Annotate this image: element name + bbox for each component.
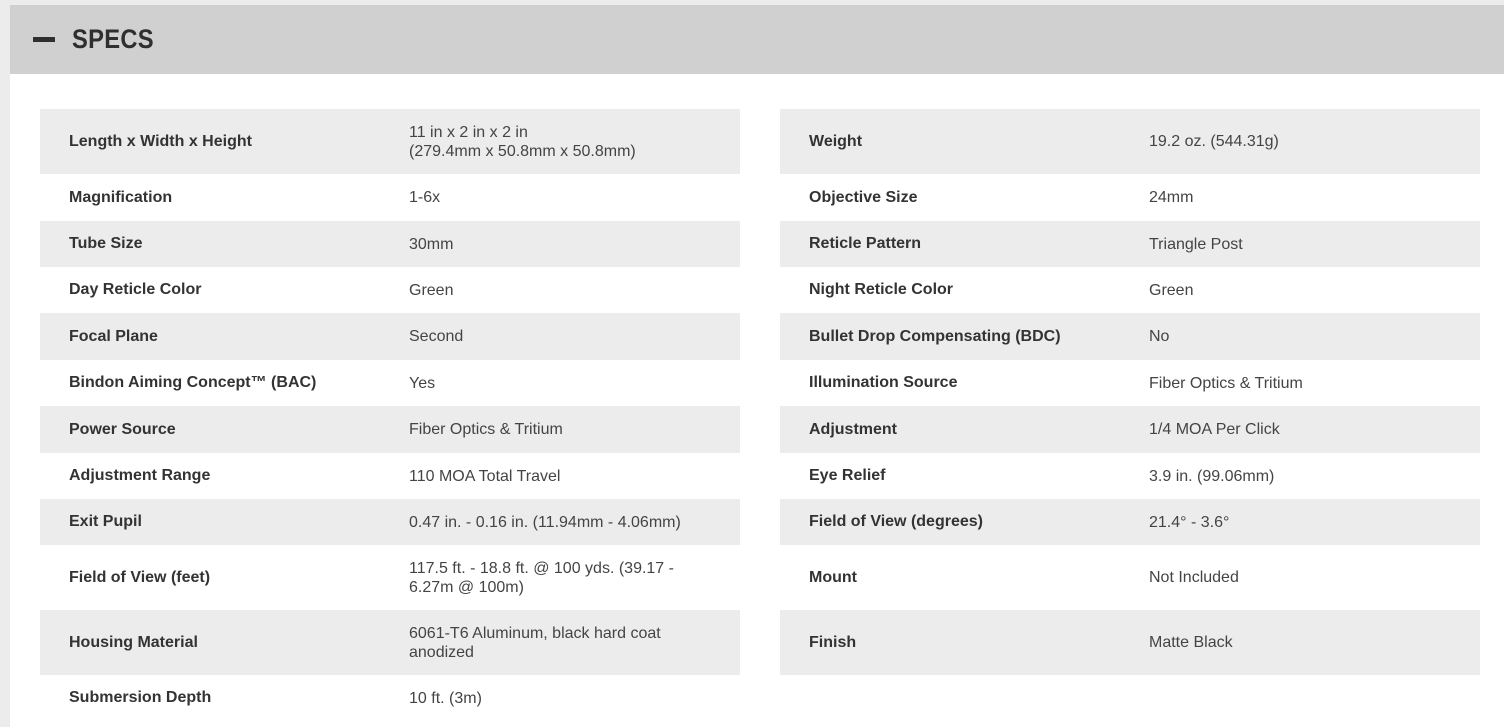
spec-value: 1-6x	[409, 189, 441, 206]
spec-value: 6061-T6 Aluminum, black hard coat anodized	[409, 624, 661, 661]
spec-value: 117.5 ft. - 18.8 ft. @ 100 yds. (39.17 - 6.27m @ 100m)	[409, 559, 674, 596]
spec-row	[780, 267, 1480, 313]
spec-row	[780, 109, 1480, 174]
spec-row	[40, 545, 740, 610]
spec-label: Illumination Source	[809, 374, 958, 391]
spec-row	[40, 221, 740, 267]
spec-row	[780, 610, 1480, 675]
spec-label: Field of View (feet)	[69, 568, 211, 586]
specs-table-left	[40, 109, 740, 721]
spec-value: Second	[409, 328, 464, 345]
spec-row	[40, 453, 740, 499]
spec-row	[780, 313, 1480, 360]
spec-label: Length x Width x Height	[69, 132, 252, 150]
spec-label: Housing Material	[69, 633, 198, 651]
specs-table-right	[780, 109, 1480, 675]
spec-row	[40, 174, 740, 221]
spec-label: Night Reticle Color	[809, 281, 954, 298]
minus-icon[interactable]	[33, 37, 55, 42]
spec-row	[40, 406, 740, 453]
spec-label: Day Reticle Color	[69, 281, 202, 298]
spec-label: Finish	[809, 633, 857, 651]
spec-row	[780, 499, 1480, 545]
spec-label: Objective Size	[809, 188, 918, 206]
spec-value: Matte Black	[1149, 634, 1233, 651]
spec-value-line: 11 in x 2 in x 2 in	[409, 123, 528, 141]
spec-row	[780, 545, 1480, 610]
spec-row	[40, 313, 740, 360]
spec-label: Mount	[809, 568, 857, 586]
spec-row	[780, 174, 1480, 221]
spec-value: 1/4 MOA Per Click	[1149, 421, 1280, 438]
spec-label: Power Source	[69, 420, 176, 438]
spec-row	[40, 610, 740, 675]
spec-label: Exit Pupil	[69, 513, 142, 530]
spec-label: Reticle Pattern	[809, 235, 922, 252]
spec-value: 30mm	[409, 235, 454, 253]
spec-label: Adjustment Range	[69, 467, 211, 484]
spec-row	[40, 267, 740, 313]
spec-value: Yes	[409, 374, 436, 392]
spec-label: Focal Plane	[69, 327, 158, 345]
spec-label: Bindon Aiming Concept™ (BAC)	[69, 374, 317, 391]
spec-label: Weight	[809, 132, 863, 150]
spec-value-line: (279.4mm x 50.8mm x 50.8mm)	[409, 142, 636, 160]
spec-value: Triangle Post	[1149, 235, 1243, 253]
spec-label: Eye Relief	[809, 467, 886, 484]
spec-row	[780, 453, 1480, 499]
spec-value: Not Included	[1149, 569, 1239, 586]
spec-label: Submersion Depth	[69, 689, 212, 706]
spec-row	[40, 499, 740, 545]
spec-value: 10 ft. (3m)	[409, 689, 482, 707]
spec-label: Bullet Drop Compensating (BDC)	[809, 327, 1061, 345]
spec-row	[40, 109, 740, 174]
spec-label: Adjustment	[809, 420, 897, 438]
spec-value: 19.2 oz. (544.31g)	[1149, 133, 1279, 150]
specs-accordion-header[interactable]	[10, 5, 1504, 74]
spec-value: Green	[1149, 281, 1194, 299]
spec-row	[780, 406, 1480, 453]
spec-row	[40, 675, 740, 721]
spec-label: Tube Size	[69, 235, 143, 252]
section-title: SPECS	[72, 24, 154, 54]
spec-value: 24mm	[1149, 189, 1194, 206]
spec-row	[40, 360, 740, 406]
spec-value: 21.4° - 3.6°	[1149, 513, 1230, 531]
spec-value: Fiber Optics & Tritium	[409, 421, 563, 438]
spec-value: 3.9 in. (99.06mm)	[1149, 467, 1275, 485]
spec-value: Fiber Optics & Tritium	[1149, 374, 1303, 392]
spec-value: No	[1149, 328, 1170, 345]
spec-label: Magnification	[69, 188, 173, 206]
spec-value: Green	[409, 281, 454, 299]
spec-value: 0.47 in. - 0.16 in. (11.94mm - 4.06mm)	[409, 513, 681, 531]
spec-row	[780, 221, 1480, 267]
spec-value	[409, 123, 636, 161]
spec-label: Field of View (degrees)	[809, 513, 983, 530]
spec-row	[780, 360, 1480, 406]
spec-value: 110 MOA Total Travel	[409, 467, 561, 485]
